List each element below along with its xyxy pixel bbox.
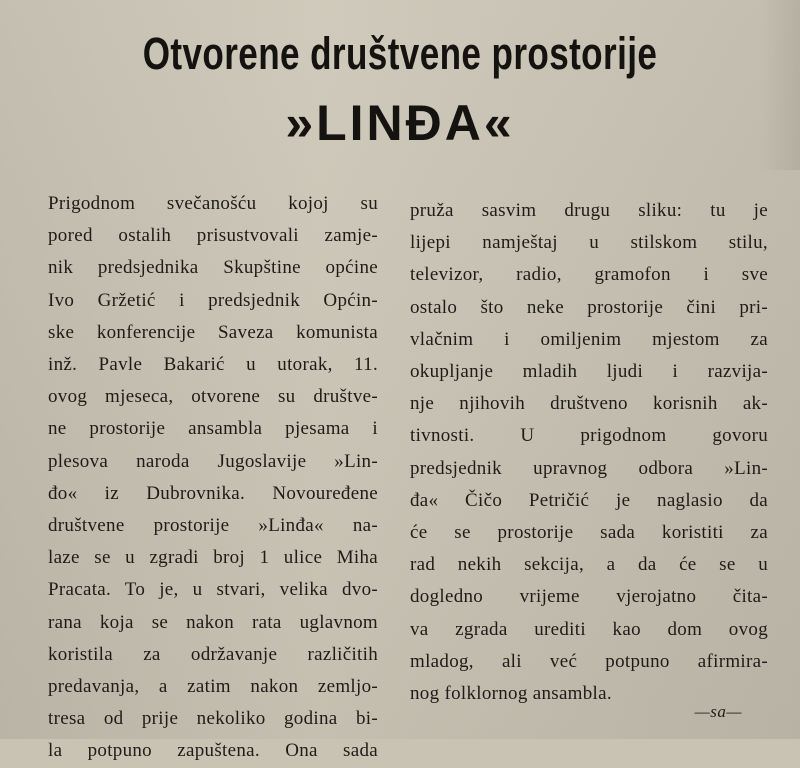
article-right-column	[410, 195, 768, 710]
text-line: koristila za održavanje različitih	[48, 643, 378, 665]
text-line: rad nekih sekcija, a da će se u	[410, 554, 768, 576]
text-line: đo« iz Dubrovnika. Novouređene	[48, 482, 378, 504]
text-line: lijepi namještaj u stilskom stilu,	[410, 232, 768, 254]
article-headline: Otvorene društvene prostorije	[142, 28, 658, 79]
article-subhead: »LINĐA«	[285, 95, 515, 151]
text-line: Ivo Gržetić i predsjednik Općin-	[48, 289, 378, 311]
text-line: dogledno vrijeme vjerojatno čita-	[410, 586, 768, 608]
text-line: će se prostorije sada koristiti za	[410, 522, 768, 544]
text-line: va zgrada urediti kao dom ovog	[410, 618, 768, 640]
text-line: nje njihovih društveno korisnih ak-	[410, 393, 768, 415]
text-line: Prigodnom svečanošću kojoj su	[48, 193, 378, 214]
text-line: rana koja se nakon rata uglavnom	[48, 611, 378, 633]
text-line: predsjednik upravnog odbora »Lin-	[410, 457, 768, 479]
text-line: društvene prostorije »Linđa« na-	[48, 515, 378, 537]
text-line: nog folklornog ansambla.	[410, 683, 612, 705]
text-line: plesova naroda Jugoslavije »Lin-	[48, 450, 378, 472]
text-line: đa« Čičo Petričić je naglasio da	[410, 489, 768, 511]
text-line: ovog mjeseca, otvorene su društve-	[48, 386, 378, 408]
text-line: ne prostorije ansambla pjesama i	[48, 418, 378, 440]
text-line: inž. Pavle Bakarić u utorak, 11.	[48, 354, 378, 376]
text-line: ostalo što neke prostorije čini pri-	[410, 296, 768, 318]
author-signature: —sa—	[694, 702, 742, 721]
text-line: pruža sasvim drugu sliku: tu je	[410, 200, 768, 221]
text-line: nik predsjednika Skupštine općine	[48, 257, 378, 279]
text-line: predavanja, a zatim nakon zemljo-	[48, 676, 378, 698]
text-line: Pracata. To je, u stvari, velika dvo-	[48, 579, 378, 601]
text-line: laze se u zgradi broj 1 ulice Miha	[48, 547, 378, 569]
text-line: televizor, radio, gramofon i sve	[410, 264, 768, 286]
text-line: tresa od prije nekoliko godina bi-	[48, 708, 378, 730]
text-line: vlačnim i omiljenim mjestom za	[410, 328, 768, 350]
text-line: la potpuno zapuštena. Ona sada	[48, 740, 378, 762]
text-line: okupljanje mladih ljudi i razvija-	[410, 361, 768, 383]
text-line: ske konferencije Saveza komunista	[48, 321, 378, 343]
text-line: tivnosti. U prigodnom govoru	[410, 425, 768, 447]
text-line: mladog, ali već potpuno afirmira-	[410, 650, 768, 672]
text-line: pored ostalih prisustvovali zamje-	[48, 225, 378, 247]
article-left-column	[26, 188, 378, 768]
